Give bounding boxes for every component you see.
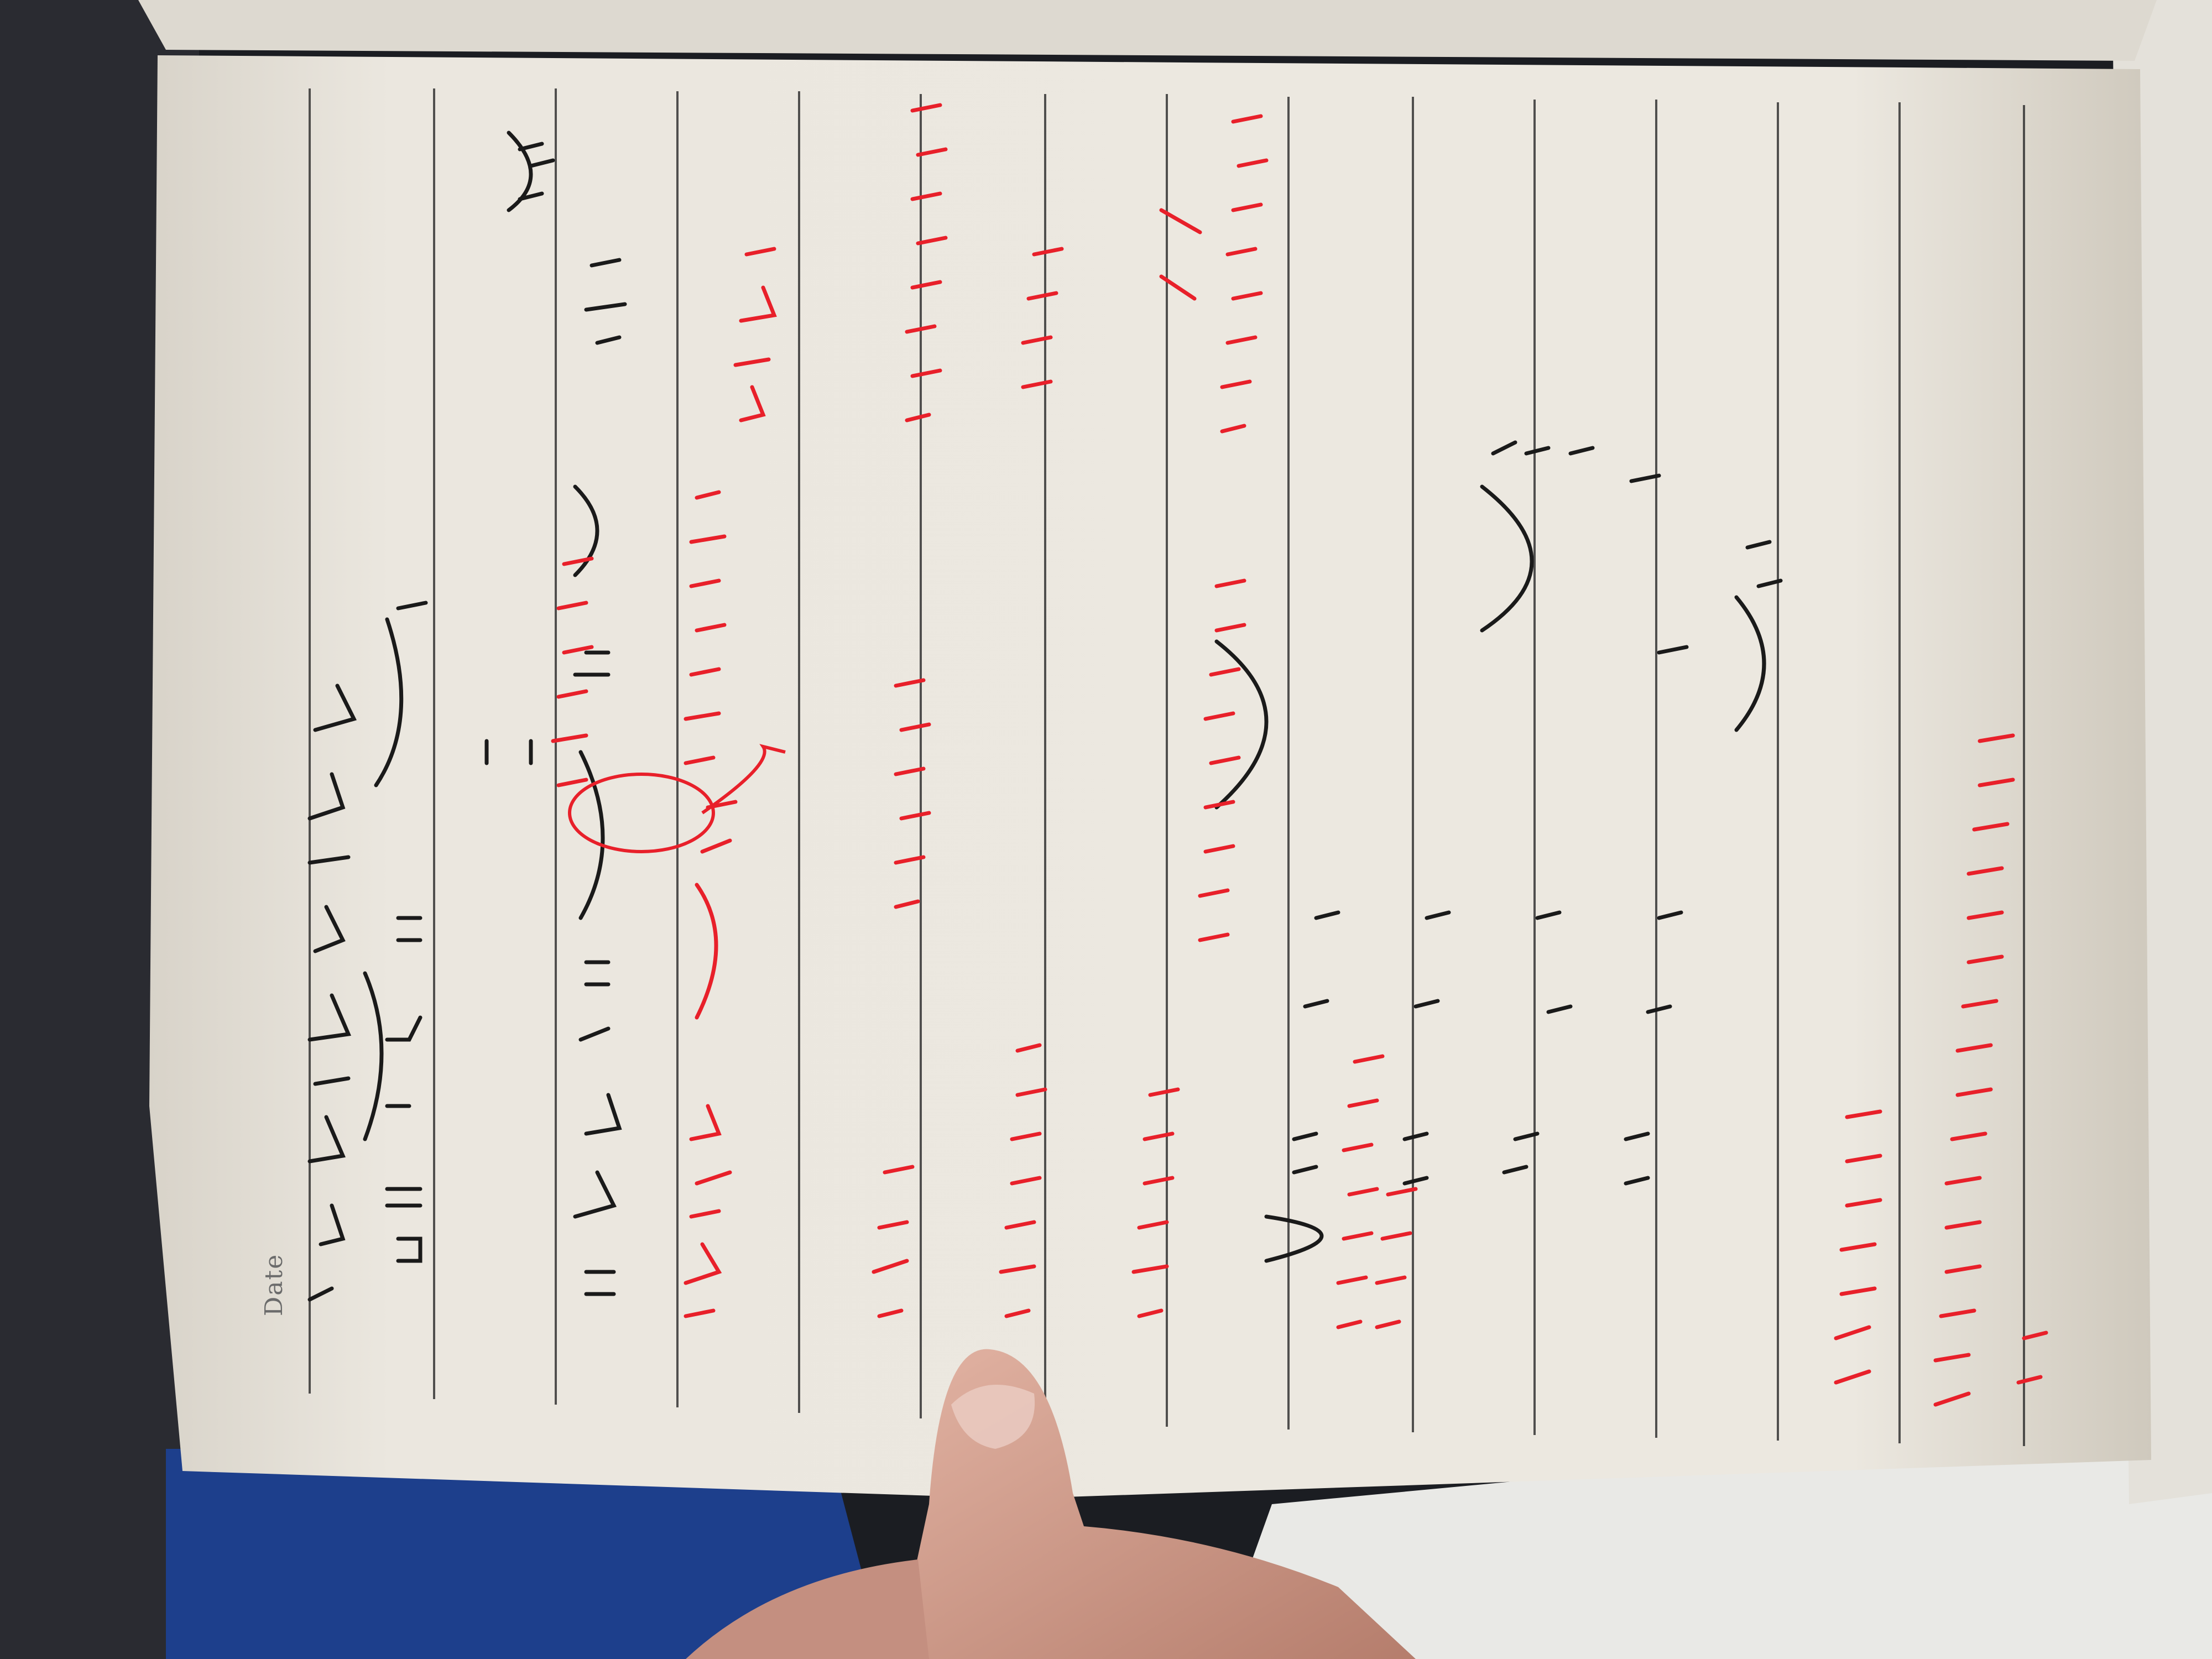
notebook-page [149, 55, 2151, 1499]
date-label: Date [260, 1253, 288, 1316]
